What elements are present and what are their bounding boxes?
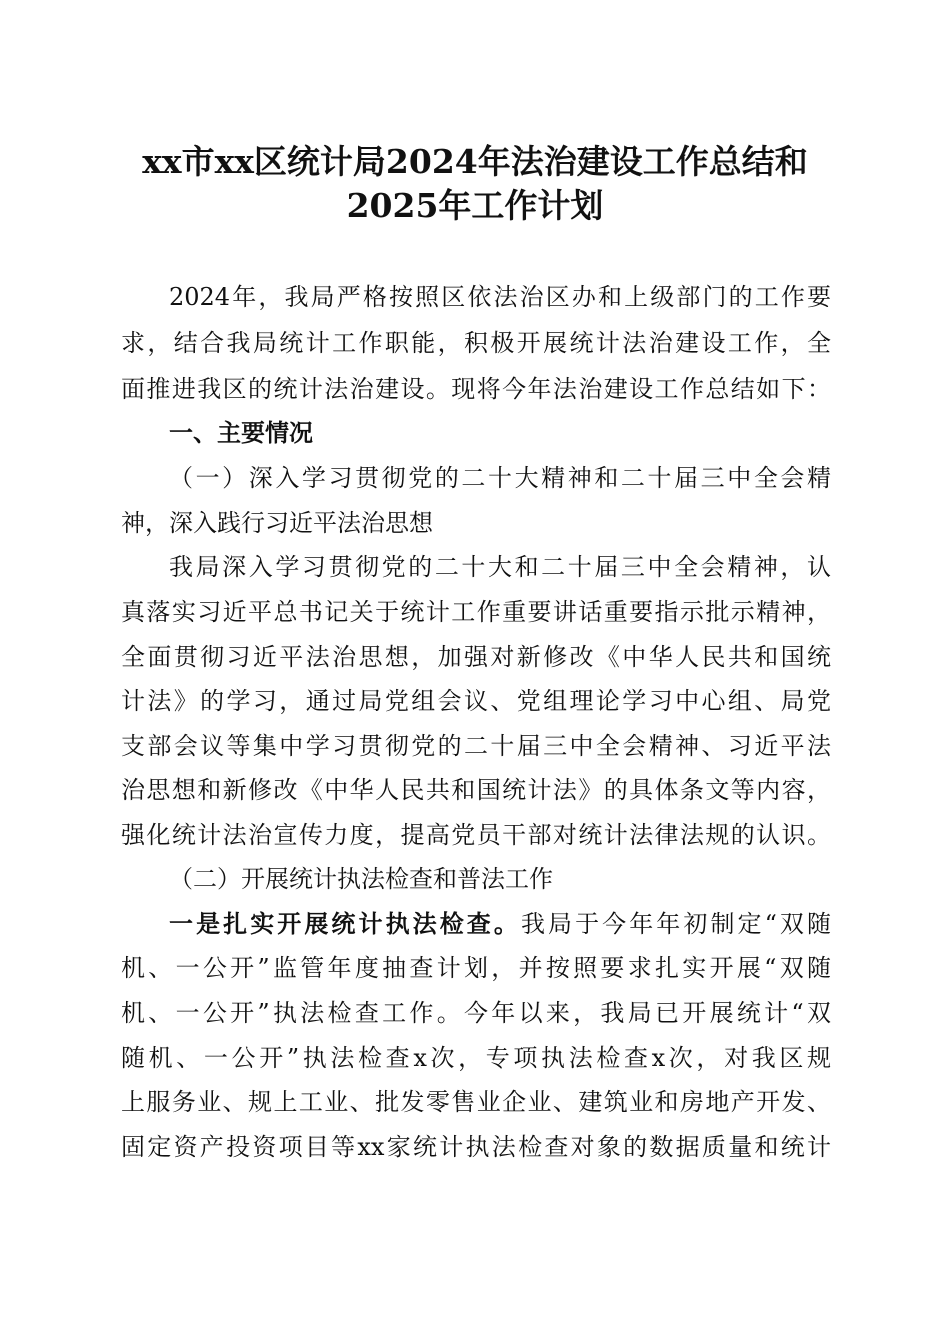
intro-line-1: 2024年，我局严格按照区依法治区办和上级部门的工作要: [169, 283, 831, 311]
subsection-2-body-line-1: [169, 909, 831, 939]
subsection-2-lead: 一是扎实开展统计执法检查。: [169, 910, 521, 938]
subsection-2-body-line-5: 上服务业、规上工业、批发零售业企业、建筑业和房地产开发、: [121, 1088, 831, 1116]
subsection-1-body-line-1: 我局深入学习贯彻党的二十大和二十届三中全会精神，认: [169, 553, 831, 581]
subsection-1-body-line-2: 真落实习近平总书记关于统计工作重要讲话重要指示批示精神，: [121, 598, 831, 626]
subsection-1-body-line-4: 计法》的学习，通过局党组会议、党组理论学习中心组、局党: [121, 687, 831, 715]
intro-line-3: 面推进我区的统计法治建设。现将今年法治建设工作总结如下：: [121, 375, 831, 403]
subsection-1-body-line-5: 支部会议等集中学习贯彻党的二十届三中全会精神、习近平法: [121, 732, 831, 760]
subsection-2-body-line-4: 随机、一公开”执法检查x次，专项执法检查x次，对我区规: [121, 1044, 831, 1072]
subsection-2-body-line-1-text: 我局于今年年初制定“双随: [520, 910, 831, 938]
subsection-1-body-line-6: 治思想和新修改《中华人民共和国统计法》的具体条文等内容，: [121, 776, 831, 804]
subsection-2-heading: （二）开展统计执法检查和普法工作: [169, 865, 553, 893]
subsection-1-body-line-3: 全面贯彻习近平法治思想，加强对新修改《中华人民共和国统: [121, 643, 831, 671]
document-title-line-2: 2025年工作计划: [346, 186, 604, 225]
intro-line-2: 求，结合我局统计工作职能，积极开展统计法治建设工作，全: [121, 329, 831, 357]
subsection-2-body-line-6: 固定资产投资项目等xx家统计执法检查对象的数据质量和统计: [121, 1133, 831, 1161]
subsection-1-heading-line-1: （一）深入学习贯彻党的二十大精神和二十届三中全会精: [169, 464, 831, 492]
document-title-line-1: xx市xx区统计局2024年法治建设工作总结和: [142, 142, 808, 181]
subsection-1-body-line-7: 强化统计法治宣传力度，提高党员干部对统计法律法规的认识。: [121, 821, 831, 849]
section-heading-main: 一、主要情况: [169, 419, 313, 447]
subsection-1-heading-line-2: 神，深入践行习近平法治思想: [121, 509, 433, 537]
subsection-2-body-line-3: 机、一公开”执法检查工作。今年以来，我局已开展统计“双: [121, 999, 831, 1027]
subsection-2-body-line-2: 机、一公开”监管年度抽查计划，并按照要求扎实开展“双随: [121, 954, 831, 982]
